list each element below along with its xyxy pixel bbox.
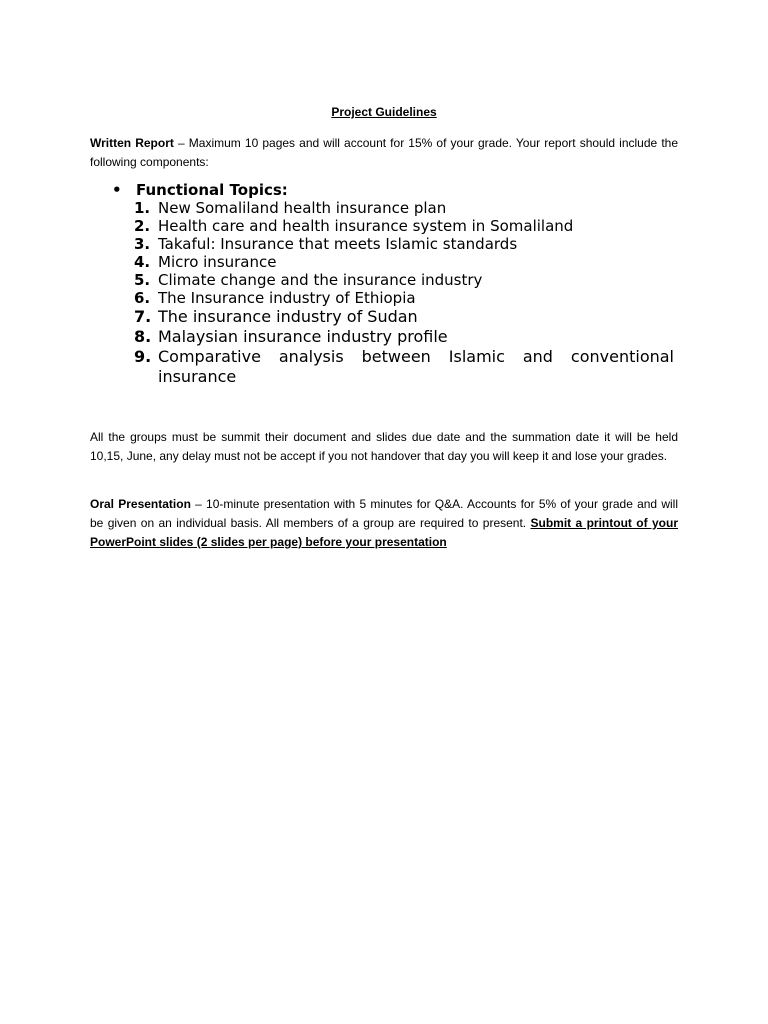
oral-presentation-emphasis: Submit a printout of your PowerPoint slides (2 slides per page) before your presentation xyxy=(90,516,678,549)
list-item xyxy=(134,217,674,235)
list-item xyxy=(134,347,674,387)
page-title: Project Guidelines xyxy=(331,105,437,119)
written-report-paragraph xyxy=(90,134,678,172)
list-item-text: Micro insurance xyxy=(158,253,277,271)
list-item-number: 4. xyxy=(134,253,151,271)
functional-topics-heading: Functional Topics: xyxy=(136,181,288,199)
list-item xyxy=(134,307,674,327)
list-item xyxy=(134,253,674,271)
list-item-number: 9. xyxy=(134,347,152,366)
topics-list xyxy=(134,199,674,387)
list-item-text: The insurance industry of Sudan xyxy=(158,307,418,326)
written-report-label: Written Report xyxy=(90,136,174,150)
oral-presentation-text: – 10-minute presentation with 5 minutes for Q&A. Accounts for 5% of your grade and will be given on an individual basis. All members of a group are required to present. xyxy=(90,497,678,530)
list-item-text: Climate change and the insurance industry xyxy=(158,271,483,289)
list-item xyxy=(134,199,674,217)
list-item-text: Takaful: Insurance that meets Islamic standards xyxy=(158,235,518,253)
bullet-icon: • xyxy=(112,181,122,199)
oral-presentation-label: Oral Presentation xyxy=(90,497,191,511)
list-item-text: Malaysian insurance industry profile xyxy=(158,327,448,346)
list-item-number: 3. xyxy=(134,235,151,253)
list-item-number: 1. xyxy=(134,199,151,217)
functional-topics-bullet xyxy=(112,181,288,199)
list-item-number: 8. xyxy=(134,327,152,346)
list-item-number: 7. xyxy=(134,307,152,326)
list-item-text: New Somaliland health insurance plan xyxy=(158,199,447,217)
list-item-text: Health care and health insurance system in Somaliland xyxy=(158,217,574,235)
list-item xyxy=(134,271,674,289)
oral-presentation-paragraph xyxy=(90,495,678,552)
list-item xyxy=(134,235,674,253)
written-report-text: – Maximum 10 pages and will account for 15% of your grade. Your report should include the following components: xyxy=(90,136,678,169)
submission-note-paragraph: All the groups must be summit their document and slides due date and the summation date it will be held 10,15, June, any delay must not be accept if you not handover that day you will keep it and lose your grades. xyxy=(90,430,678,463)
list-item-number: 5. xyxy=(134,271,151,289)
list-item-number: 2. xyxy=(134,217,151,235)
list-item-text: The Insurance industry of Ethiopia xyxy=(158,289,416,307)
list-item-text: Comparative analysis between Islamic and conventional insurance xyxy=(158,347,674,386)
list-item-number: 6. xyxy=(134,289,151,307)
list-item xyxy=(134,327,674,347)
list-item xyxy=(134,289,674,307)
